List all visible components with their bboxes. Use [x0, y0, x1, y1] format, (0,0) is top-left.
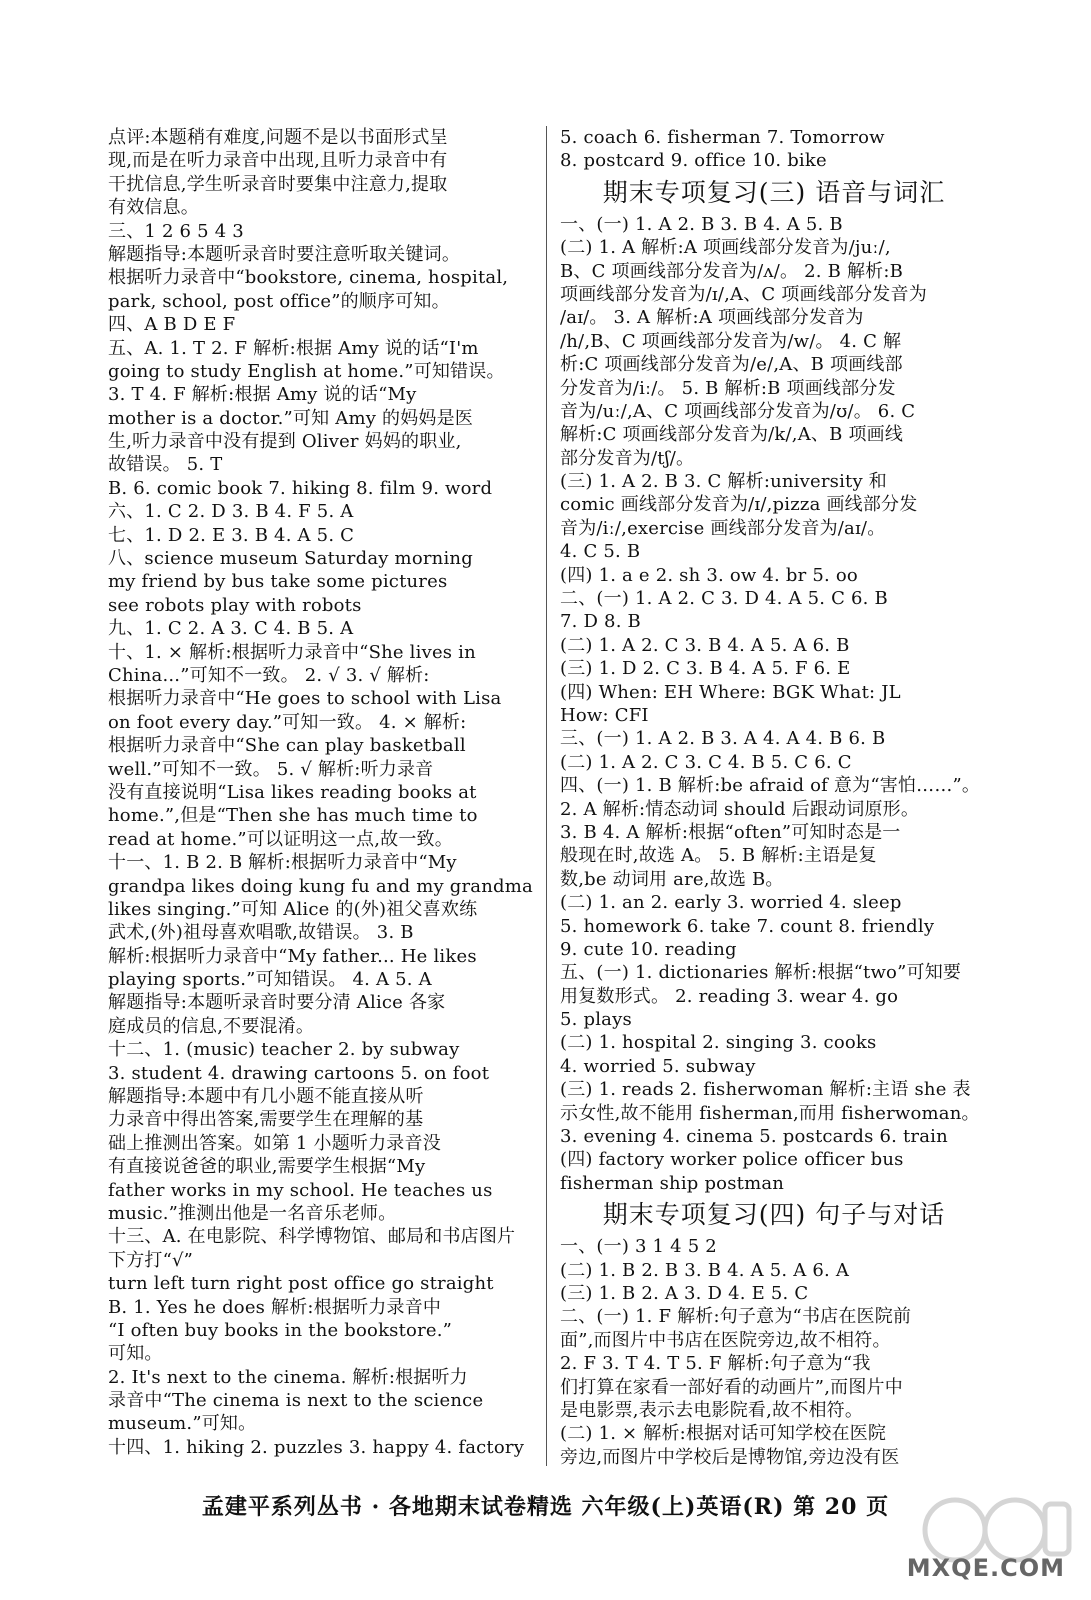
- answer-line: read at home.”可以证明这一点,故一致。: [108, 828, 453, 850]
- answer-line: 般现在时,故选 A。 5. B 解析:主语是复: [560, 845, 877, 867]
- answer-line: 三、(一) 1. A 2. B 3. A 4. A 4. B 6. B: [560, 728, 886, 750]
- answer-line: 3. evening 4. cinema 5. postcards 6. train: [560, 1126, 948, 1148]
- answer-line: 八、science museum Saturday morning: [108, 548, 473, 570]
- answer-line: 十、1. × 解析:根据听力录音中“She lives in: [108, 641, 476, 663]
- answer-line: China...”可知不一致。 2. √ 3. √ 解析:: [108, 664, 430, 686]
- answer-line: 9. cute 10. reading: [560, 938, 737, 960]
- answer-line: going to study English at home.”可知错误。: [108, 360, 505, 382]
- answer-line: B、C 项画线部分发音为/ʌ/。 2. B 解析:B: [560, 260, 904, 282]
- answer-line: 部分发音为/tʃ/。: [560, 447, 695, 469]
- answer-line: 一、(一) 3 1 4 5 2: [560, 1236, 717, 1258]
- section-heading-4: 期末专项复习(四) 句子与对话: [602, 1200, 946, 1230]
- answer-line: 可知。: [108, 1343, 163, 1365]
- answer-line: 根据听力录音中“She can play basketball: [108, 735, 466, 757]
- answer-line: 根据听力录音中“He goes to school with Lisa: [108, 688, 502, 710]
- page-footer: 孟建平系列丛书 · 各地期末试卷精选 六年级(上)英语(R) 第 20 页: [201, 1494, 890, 1520]
- answer-line: 4. worried 5. subway: [560, 1055, 756, 1077]
- answer-line: 点评:本题稍有难度,问题不是以书面形式呈: [108, 127, 448, 148]
- answer-line: 音为/iː/,exercise 画线部分发音为/aɪ/。: [560, 517, 886, 539]
- left-column: [108, 126, 536, 1459]
- answer-line: 7. D 8. B: [560, 611, 641, 633]
- answer-line: 十三、A. 在电影院、科学博物馆、邮局和书店图片: [108, 1226, 516, 1248]
- answer-line: (三) 1. reads 2. fisherwoman 解析:主语 she 表: [560, 1079, 971, 1101]
- answer-line: 没有直接说明“Lisa likes reading books at: [108, 781, 477, 803]
- answer-line: 二、(一) 1. A 2. C 3. D 4. A 5. C 6. B: [560, 588, 888, 610]
- section-heading-3: 期末专项复习(三) 语音与词汇: [602, 177, 946, 207]
- answer-line: 四、(一) 1. B 解析:be afraid of 意为“害怕……”。: [560, 775, 981, 797]
- answer-line: 十四、1. hiking 2. puzzles 3. happy 4. factory: [108, 1436, 525, 1458]
- answer-line: 下方打“√”: [108, 1249, 194, 1271]
- answer-line: 五、A. 1. T 2. F 解析:根据 Amy 说的话“I'm: [108, 337, 479, 359]
- answer-line: father works in my school. He teaches us: [108, 1179, 493, 1201]
- answer-line: 录音中“The cinema is next to the science: [108, 1390, 484, 1412]
- answer-line: 5. homework 6. take 7. count 8. friendly: [560, 915, 935, 937]
- answer-line: (二) 1. A 解析:A 项画线部分发音为/juː/,: [560, 237, 891, 259]
- answer-line: 九、1. C 2. A 3. C 4. B 5. A: [108, 618, 354, 640]
- answer-line: 解题指导:本题听录音时要分清 Alice 各家: [108, 992, 446, 1014]
- answer-line: 有直接说爸爸的职业,需要学生根据“My: [108, 1156, 426, 1178]
- answer-line: turn left turn right post office go straight: [108, 1273, 494, 1295]
- answer-line: (二) 1. A 2. C 3. C 4. B 5. C 6. C: [560, 751, 852, 773]
- answer-line: 十二、1. (music) teacher 2. by subway: [108, 1039, 460, 1061]
- answer-line: How: CFI: [560, 704, 649, 726]
- answer-line: (四) factory worker police officer bus: [560, 1149, 904, 1171]
- answer-line: 面”,而图片中书店在医院旁边,故不相符。: [560, 1329, 891, 1351]
- answer-line: 力录音中得出答案,需要学生在理解的基: [108, 1109, 424, 1131]
- answer-line: 5. plays: [560, 1009, 632, 1031]
- answer-line: 武术,(外)祖母喜欢唱歌,故错误。 3. B: [108, 922, 414, 944]
- answer-line: 项画线部分发音为/ɪ/,A、C 项画线部分发音为: [560, 283, 927, 305]
- answer-line: B. 6. comic book 7. hiking 8. film 9. word: [108, 477, 493, 499]
- answer-line: 4. C 5. B: [560, 541, 641, 563]
- answer-line: 5. coach 6. fisherman 7. Tomorrow: [560, 127, 885, 148]
- answer-line: 2. F 3. T 4. T 5. F 解析:句子意为“我: [560, 1353, 871, 1375]
- answer-line: 2. A 解析:情态动词 should 后跟动词原形。: [560, 798, 920, 820]
- answer-line: 三、1 2 6 5 4 3: [108, 220, 244, 242]
- answer-line: /h/,B、C 项画线部分发音为/w/。 4. C 解: [560, 330, 902, 352]
- answer-line: 是电影票,表示去电影院看,故不相符。: [560, 1399, 864, 1421]
- answer-line: 有效信息。: [108, 197, 199, 219]
- answer-line: 根据听力录音中“bookstore, cinema, hospital,: [108, 267, 509, 289]
- answer-line: my friend by bus take some pictures: [108, 571, 448, 593]
- answer-line: 庭成员的信息,不要混淆。: [108, 1015, 315, 1037]
- answer-line: home.”,但是“Then she has much time to: [108, 805, 478, 827]
- answer-line: grandpa likes doing kung fu and my grandma: [108, 875, 533, 897]
- answer-line: playing sports.”可知错误。 4. A 5. A: [108, 969, 432, 991]
- answer-line: 析:C 项画线部分发音为/e/,A、B 项画线部: [560, 354, 903, 376]
- answer-line: 干扰信息,学生听录音时要集中注意力,提取: [108, 173, 448, 195]
- answer-line: 示女性,故不能用 fisherman,而用 fisherwoman。: [560, 1102, 980, 1124]
- answer-line: 3. B 4. A 解析:根据“often”可知时态是一: [560, 821, 901, 843]
- answer-line: 四、A B D E F: [108, 314, 236, 336]
- answer-line: 现,而是在听力录音中出现,且听力录音中有: [108, 150, 448, 172]
- answer-line: 解题指导:本题听录音时要注意听取关键词。: [108, 243, 461, 265]
- answer-line: 一、(一) 1. A 2. B 3. B 4. A 5. B: [560, 213, 843, 235]
- column-divider: [546, 126, 547, 1466]
- answer-line: (四) When: EH Where: BGK What: JL: [560, 681, 901, 703]
- answer-line: 8. postcard 9. office 10. bike: [560, 150, 827, 172]
- answer-line: 二、(一) 1. F 解析:句子意为“书店在医院前: [560, 1306, 912, 1328]
- answer-line: 们打算在家看一部好看的动画片”,而图片中: [560, 1376, 903, 1398]
- answer-line: 十一、1. B 2. B 解析:根据听力录音中“My: [108, 852, 457, 874]
- answer-line: 3. student 4. drawing cartoons 5. on foot: [108, 1062, 490, 1084]
- answer-line: 七、1. D 2. E 3. B 4. A 5. C: [108, 524, 355, 546]
- answer-line: 故错误。 5. T: [108, 454, 223, 476]
- answer-line: /aɪ/。 3. A 解析:A 项画线部分发音为: [560, 307, 864, 329]
- answer-line: (二) 1. B 2. B 3. B 4. A 5. A 6. A: [560, 1259, 850, 1281]
- answer-line: B. 1. Yes he does 解析:根据听力录音中: [108, 1296, 442, 1318]
- answer-line: 五、(一) 1. dictionaries 解析:根据“two”可知要: [560, 962, 962, 984]
- answer-line: (二) 1. an 2. early 3. worried 4. sleep: [560, 892, 902, 914]
- answer-line: (三) 1. A 2. B 3. C 解析:university 和: [560, 471, 887, 493]
- answer-line: 解析:根据听力录音中“My father... He likes: [108, 945, 477, 967]
- answer-line: (二) 1. × 解析:根据对话可知学校在医院: [560, 1423, 887, 1445]
- answer-line: fisherman ship postman: [560, 1172, 785, 1194]
- answer-line: 旁边,而图片中学校后是博物馆,旁边没有医: [560, 1446, 900, 1468]
- answer-line: (四) 1. a e 2. sh 3. ow 4. br 5. oo: [560, 564, 858, 586]
- answer-line: 用复数形式。 2. reading 3. wear 4. go: [560, 985, 899, 1007]
- right-top-answers: [560, 126, 988, 173]
- answer-line: music.”推测出他是一名音乐老师。: [108, 1202, 397, 1224]
- answer-line: 2. It's next to the cinema. 解析:根据听力: [108, 1366, 468, 1388]
- answer-line: 六、1. C 2. D 3. B 4. F 5. A: [108, 501, 354, 523]
- answer-line: 3. T 4. F 解析:根据 Amy 说的话“My: [108, 384, 417, 406]
- answer-line: 音为/uː/,A、C 项画线部分发音为/ʊ/。 6. C: [560, 400, 916, 422]
- answer-line: (三) 1. B 2. A 3. D 4. E 5. C: [560, 1282, 809, 1304]
- answer-line: 解题指导:本题中有几小题不能直接从听: [108, 1086, 424, 1108]
- answer-line: (二) 1. A 2. C 3. B 4. A 5. A 6. B: [560, 634, 850, 656]
- answer-line: 解析:C 项画线部分发音为/k/,A、B 项画线: [560, 424, 904, 446]
- answer-line: on foot every day.”可知一致。 4. × 解析:: [108, 711, 467, 733]
- right-middle-answers: [560, 213, 988, 1195]
- answer-line: well.”可知不一致。 5. √ 解析:听力录音: [108, 758, 434, 780]
- answer-line: comic 画线部分发音为/ɪ/,pizza 画线部分发: [560, 494, 918, 516]
- answer-line: “I often buy books in the bookstore.”: [108, 1319, 453, 1341]
- answer-line: (二) 1. hospital 2. singing 3. cooks: [560, 1032, 877, 1054]
- answer-line: see robots play with robots: [108, 594, 362, 616]
- answer-line: 分发音为/iː/。 5. B 解析:B 项画线部分发: [560, 377, 896, 399]
- right-column: [560, 126, 988, 1469]
- right-bottom-answers: [560, 1235, 988, 1469]
- answer-line: 础上推测出答案。如第 1 小题听力录音没: [108, 1132, 441, 1154]
- answer-line: likes singing.”可知 Alice 的(外)祖父喜欢练: [108, 898, 478, 920]
- watermark-url: MXQE.COM: [906, 1554, 1065, 1582]
- answer-line: (三) 1. D 2. C 3. B 4. A 5. F 6. E: [560, 658, 851, 680]
- answer-line: museum.”可知。: [108, 1413, 257, 1435]
- answer-line: 数,be 动词用 are,故选 B。: [560, 868, 784, 890]
- answer-line: mother is a doctor.”可知 Amy 的妈妈是医: [108, 407, 474, 429]
- answer-line: park, school, post office”的顺序可知。: [108, 290, 450, 312]
- answer-line: 生,听力录音中没有提到 Oliver 妈妈的职业,: [108, 431, 462, 453]
